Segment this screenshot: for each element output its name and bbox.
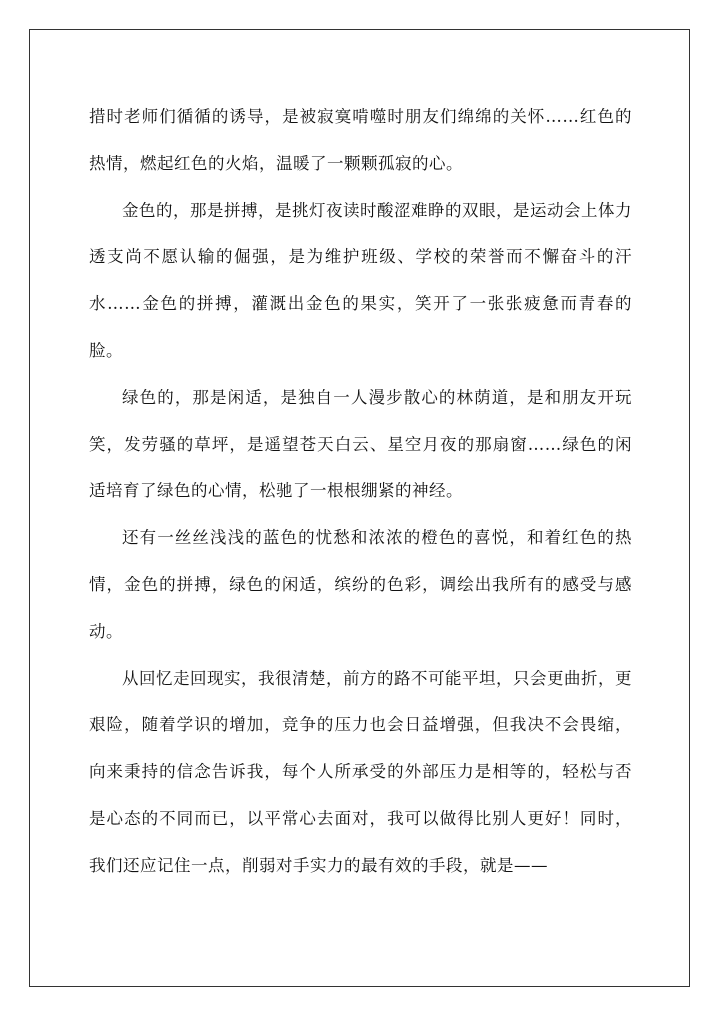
paragraph-4: 还有一丝丝浅浅的蓝色的忧愁和浓浓的橙色的喜悦，和着红色的热情，金色的拼搏，绿色的闲适，缤纷的色彩，调绘出我所有的感受与感动。	[89, 528, 632, 641]
paragraph-3: 绿色的，那是闲适，是独自一人漫步散心的林荫道，是和朋友开玩笑，发劳骚的草坪，是遥望苍天白云、星空月夜的那扇窗……绿色的闲适培育了绿色的心情，松驰了一根根绷紧的神经。	[89, 387, 632, 501]
paragraph-2: 金色的，那是拼搏，是挑灯夜读时酸涩难睁的双眼，是运动会上体力透支尚不愿认输的倔强，是为维护班级、学校的荣誉而不懈奋斗的汗水……金色的拼搏，灌溉出金色的果实，笑开了一张张疲惫而青春的脸。	[89, 200, 632, 360]
paragraph-5: 从回忆走回现实，我很清楚，前方的路不可能平坦，只会更曲折，更艰险，随着学识的增加，竞争的压力也会日益增强，但我决不会畏缩，向来秉持的信念告诉我，每个人所承受的外部压力是相等的，轻松与否是心态的不同而已，以平常心去面对，我可以做得比别人更好！同时，我们还应记住一点，削弱对手实力的最有效的手段，就是——	[89, 668, 632, 875]
paragraph-1: 措时老师们循循的诱导，是被寂寞啃噬时朋友们绵绵的关怀……红色的热情，燃起红色的火焰，温暖了一颗颗孤寂的心。	[89, 107, 632, 173]
document-body	[89, 94, 632, 890]
